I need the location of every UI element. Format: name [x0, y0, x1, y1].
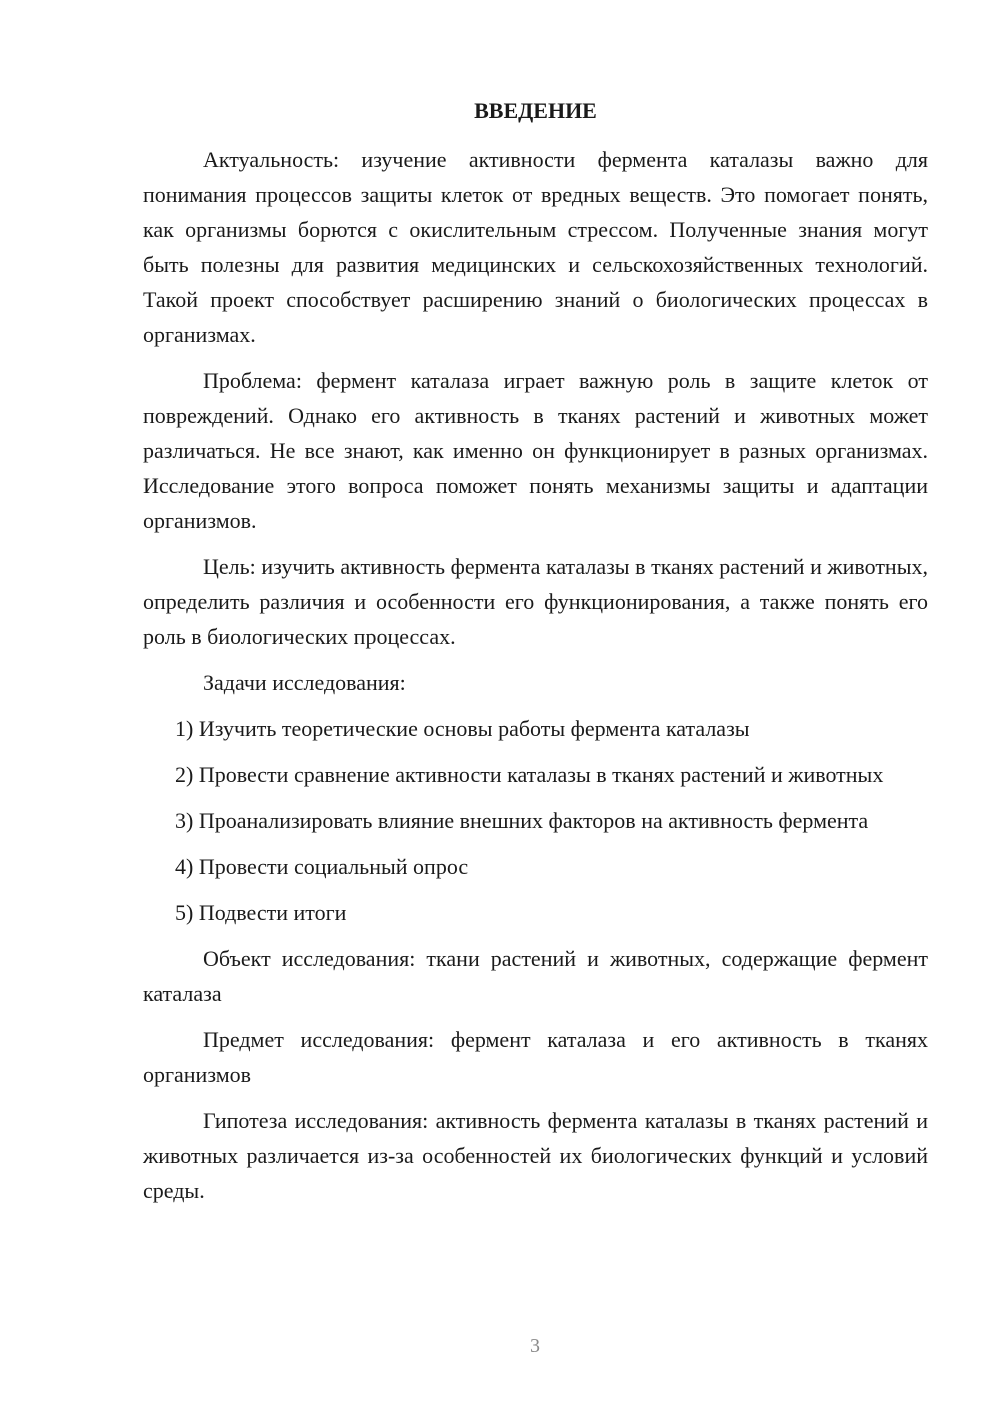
tasks-heading: Задачи исследования:	[203, 670, 406, 695]
problem-paragraph: Проблема: фермент каталаза играет важную роль в защите клеток от повреждений. Однако его активность в тканях растений и животных может различаться. Не все знают, как именно он функционирует в разных организмах. Исследование этого вопроса поможет понять механизмы защиты и адаптации организмов.	[143, 368, 928, 533]
list-item: 3) Проанализировать влияние внешних факторов на активность фермента	[175, 808, 869, 833]
list-item: 5) Подвести итоги	[175, 900, 347, 925]
document-body	[143, 142, 928, 1208]
goal-paragraph: Цель: изучить активность фермента каталазы в тканях растений и животных, определить различия и особенности его функционирования, а также понять его роль в биологических процессах.	[143, 554, 928, 649]
page-title: ВВЕДЕНИЕ	[474, 98, 597, 123]
list-item: 2) Провести сравнение активности каталазы в тканях растений и животных	[175, 762, 884, 787]
object-paragraph: Объект исследования: ткани растений и животных, содержащие фермент каталаза	[143, 946, 928, 1006]
subject-paragraph: Предмет исследования: фермент каталаза и его активность в тканях организмов	[143, 1027, 928, 1087]
list-item: 4) Провести социальный опрос	[175, 854, 469, 879]
list-item: 1) Изучить теоретические основы работы фермента каталазы	[175, 716, 750, 741]
relevance-paragraph: Актуальность: изучение активности фермента каталазы важно для понимания процессов защиты клеток от вредных веществ. Это помогает понять, как организмы борются с окислительным стрессом. Полученные знания могут быть полезны для развития медицинских и сельскохозяйственных технологий. Такой проект способствует расширению знаний о биологических процессах в организмах.	[143, 147, 928, 347]
page-number: 3	[530, 1335, 540, 1357]
hypothesis-paragraph: Гипотеза исследования: активность фермента каталазы в тканях растений и животных различается из-за особенностей их биологических функций и условий среды.	[143, 1108, 928, 1203]
